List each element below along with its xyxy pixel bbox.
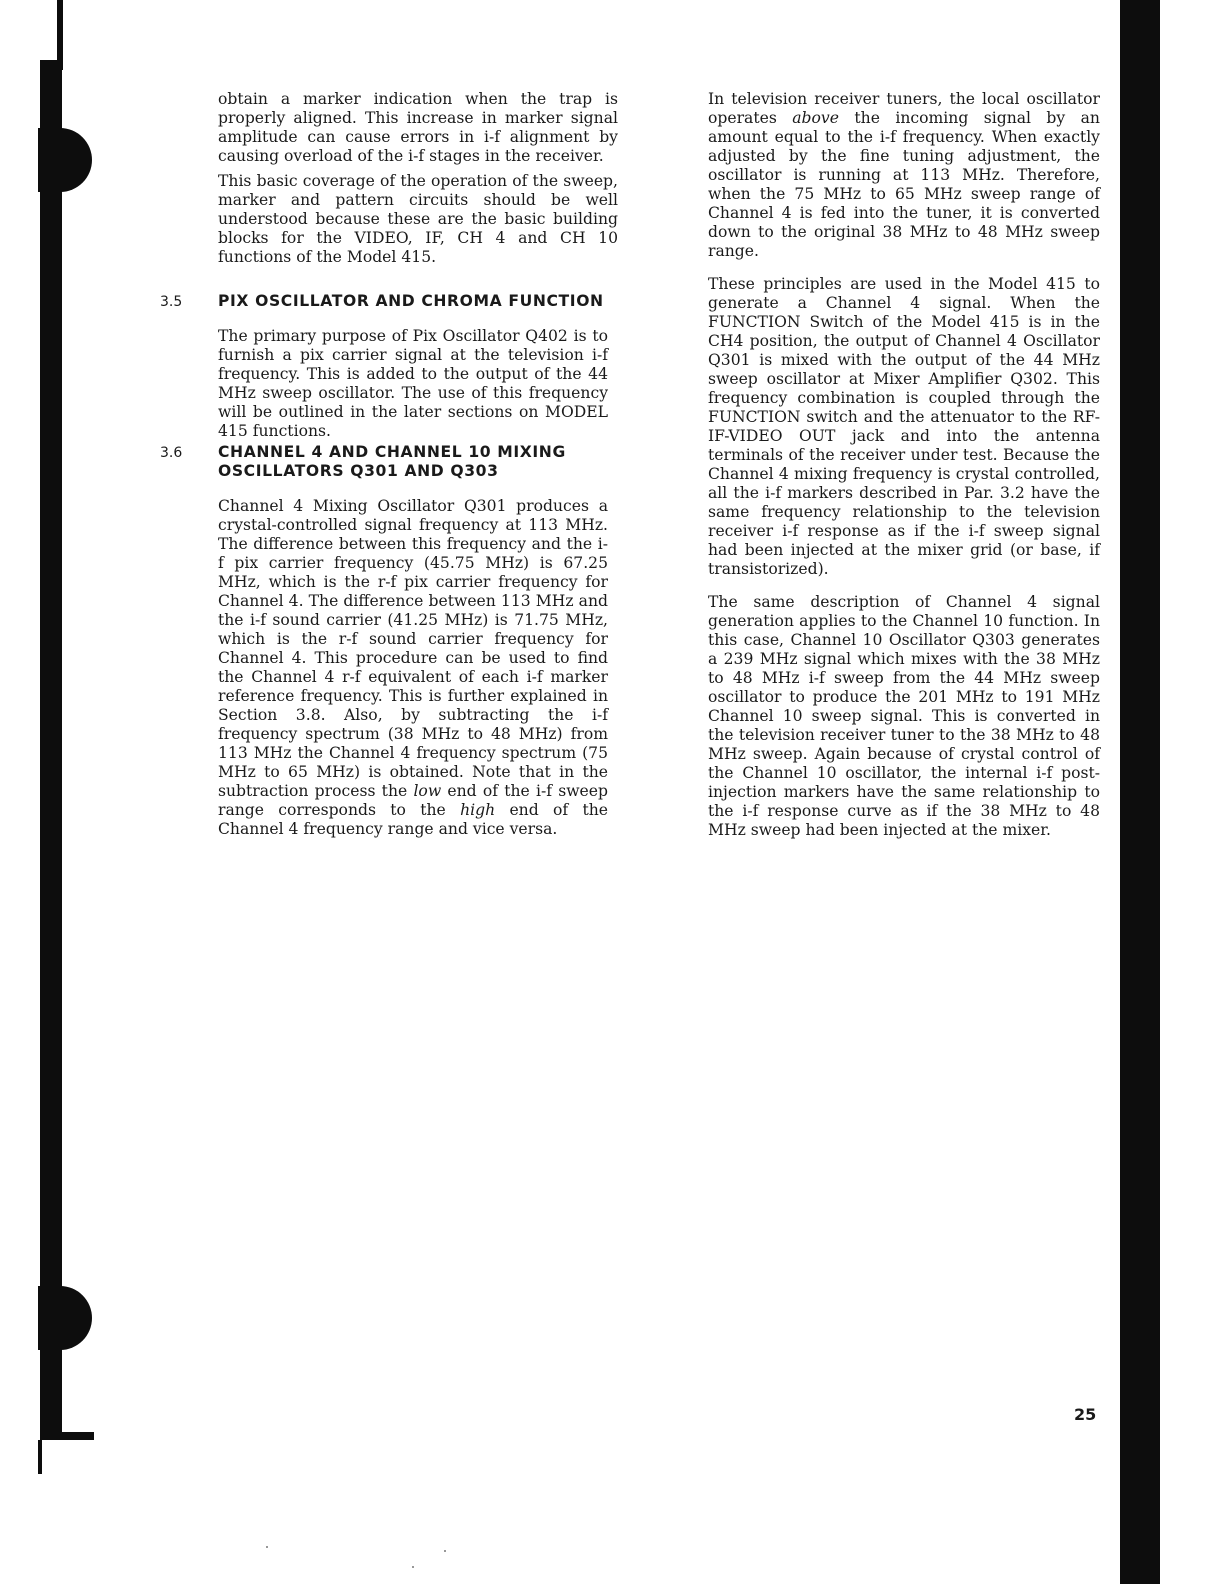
section-3-5	[160, 292, 620, 456]
section-body	[218, 497, 608, 839]
right-paragraph-3: The same description of Channel 4 signal generation applies to the Channel 10 function. In this case, Channel 10 Oscillator Q303 generates a 239 MHz signal which mixes with the 38 MHz to 48 MHz i-f sweep from the 44 MHz sweep oscillator to produce the 201 MHz to 191 MHz Channel 10 sweep signal. This is converted in the television receiver tuner to the 38 MHz to 48 MHz sweep. Again because of crystal control of the Channel 10 oscillator, the internal i-f post-injection markers have the same relationship to the i-f response curve as if the 38 MHz to 48 MHz sweep had been injected at the mixer.	[708, 593, 1100, 839]
body-text-part-3: end of the Channel 4 frequency range and vice versa.	[218, 800, 609, 838]
scan-speck	[266, 1546, 268, 1548]
binder-hole-bottom	[38, 1286, 92, 1350]
scan-binding-edge-left	[40, 60, 62, 1440]
section-title: PIX OSCILLATOR AND CHROMA FUNCTION	[218, 292, 604, 310]
right-paragraph-1-part-2: the incoming signal by an amount equal to the i-f frequency. When exactly adjusted by the fine tuning adjustment, the oscillator is running at 113 MHz. Therefore, when the 75 MHz to 65 MHz sweep range of Channel 4 is fed into the tuner, it is converted down to the original 38 MHz to 48 MHz sweep range.	[708, 109, 1100, 260]
right-column	[708, 90, 1100, 840]
emphasis-high: high	[460, 800, 496, 819]
body-text-part-1: Channel 4 Mixing Oscillator Q301 produces a crystal-controlled signal frequency at 113 MHz. The difference between this frequency and the i-f pix carrier frequency (45.75 MHz) is 67.25 MHz, which is the r-f pix carrier frequency for Channel 4. The difference between 113 MHz and the i-f sound carrier (41.25 MHz) is 71.75 MHz, which is the r-f sound carrier frequency for Channel 4. This procedure can be used to find the Channel 4 r-f equivalent of each i-f marker reference frequency. This is further explained in Section 3.8. Also, by subtracting the i-f frequency spectrum (38 MHz to 48 MHz) from 113 MHz the Channel 4 frequency spectrum (75 MHz to 65 MHz) is obtained. Note that in the subtraction process the	[218, 496, 608, 800]
right-paragraph-1-part-1: In television receiver tuners, the local oscillator operates	[708, 90, 1100, 127]
left-paragraph-1: obtain a marker indication when the trap is properly aligned. This increase in marker signal amplitude can cause errors in i-f alignment by causing overload of the i-f stages in the receiver.	[218, 90, 618, 165]
section-number: 3.6	[160, 445, 183, 461]
left-column	[218, 90, 618, 267]
scan-binding-edge-tail	[38, 1440, 42, 1474]
binder-hole-top	[38, 128, 92, 192]
section-title-line-1: CHANNEL 4 AND CHANNEL 10 MIXING	[218, 443, 566, 461]
right-paragraph-2: These principles are used in the Model 415 to generate a Channel 4 signal. When the FUNCTION Switch of the Model 415 is in the CH4 position, the output of Channel 4 Oscillator Q301 is mixed with the output of the 44 MHz sweep oscillator at Mixer Amplifier Q302. This frequency combination is coupled through the FUNCTION switch and the attenuator to the RF-IF-VIDEO OUT jack and into the antenna terminals of the receiver under test. Because the Channel 4 mixing frequency is crystal controlled, all the i-f markers described in Par. 3.2 have the same frequency relationship to the television receiver i-f response as if the i-f sweep signal had been injected at the mixer grid (or base, if transistorized).	[708, 275, 1100, 578]
emphasis-above: above	[792, 109, 839, 127]
section-number: 3.5	[160, 294, 183, 310]
section-3-6	[160, 443, 620, 854]
emphasis-low: low	[413, 781, 442, 800]
scan-speck	[444, 1550, 446, 1552]
left-paragraph-2: This basic coverage of the operation of the sweep, marker and pattern circuits should be well understood because these are the basic building blocks for the VIDEO, IF, CH 4 and CH 10 functions of the Model 415.	[218, 172, 618, 266]
right-paragraph-1	[708, 90, 1100, 261]
page-number: 25	[1074, 1405, 1097, 1424]
section-title-line-2: OSCILLATORS Q301 AND Q303	[218, 462, 499, 480]
scan-edge-right	[1120, 0, 1160, 1584]
scan-binding-edge-foot	[40, 1432, 94, 1440]
scan-speck	[412, 1566, 414, 1568]
section-title	[218, 443, 620, 481]
section-body: The primary purpose of Pix Oscillator Q402 is to furnish a pix carrier signal at the television i-f frequency. This is added to the output of the 44 MHz sweep oscillator. The use of this frequency will be outlined in the later sections on MODEL 415 functions.	[218, 326, 608, 440]
body-text-part-2: end of the i-f sweep range corresponds to the	[218, 781, 608, 819]
